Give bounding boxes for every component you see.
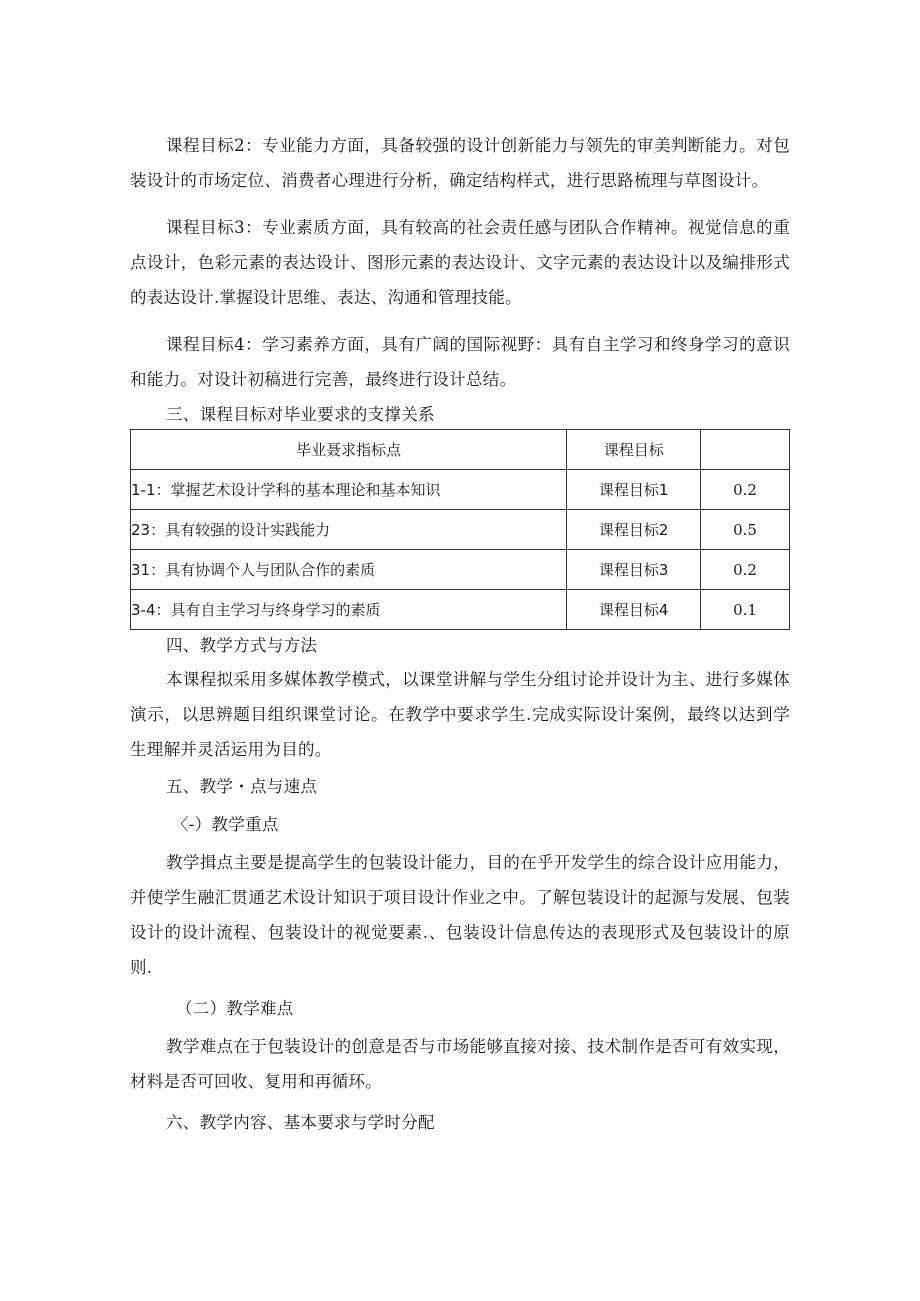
table-header-row bbox=[131, 430, 790, 470]
support-table bbox=[130, 429, 790, 630]
requirement-cell: 31：具有协调个人与团队合作的素质 bbox=[131, 550, 567, 590]
section-4-paragraph: 本课程拟采用多媒体教学模式，以课堂讲解与学生分组讨论并设计为主、进行多媒体演示，以思辨题目组织课堂讨论。在教学中要求学生.完成实际设计案例，最终以达到学生理解并灵活运用为目的。 bbox=[130, 670, 790, 759]
table-row bbox=[131, 510, 790, 550]
requirement-cell: 23：具有较强的设计实践能力 bbox=[131, 510, 567, 550]
goal-4-paragraph: 课程目标4：学习素养方面，具有广阔的国际视野：具有自主学习和终身学习的意识和能力。对设计初稿进行完善，最终进行设计总结。 bbox=[130, 335, 790, 389]
document-page bbox=[130, 128, 790, 1135]
goal-2-paragraph: 课程目标2：专业能力方面，具备较强的设计创新能力与领先的审美判断能力。对包装设计的市场定位、消费者心理进行分析，确定结构样式，进行思路梳理与草图设计。 bbox=[130, 136, 790, 190]
section-3-heading: 三、课程目标对毕业要求的支撑关系 bbox=[166, 405, 435, 424]
goal-cell: 课程目标3 bbox=[567, 550, 701, 590]
requirement-cell: 1-1：掌握艺术设计学科的基本理论和基本知识 bbox=[131, 470, 567, 510]
difficulties-subheading: （二）教学难点 bbox=[176, 999, 294, 1018]
table-row bbox=[131, 590, 790, 630]
weight-cell: 0.2 bbox=[701, 550, 790, 590]
difficulties-paragraph: 教学难点在于包装设计的创意是否与市场能够直接对接、技术制作是否可有效实现，材料是否可回收、复用和再循环。 bbox=[130, 1037, 790, 1091]
table-row bbox=[131, 550, 790, 590]
requirement-cell: 3-4：具有自主学习与终身学习的素质 bbox=[131, 590, 567, 630]
section-5-heading: 五、教学・点与速点 bbox=[166, 777, 318, 796]
weight-cell: 0.1 bbox=[701, 590, 790, 630]
header-requirement: 毕业聂求指标点 bbox=[131, 430, 567, 470]
goal-cell: 课程目标1 bbox=[567, 470, 701, 510]
table-row bbox=[131, 470, 790, 510]
goal-3-paragraph: 课程目标3：专业素质方面，具有较高的社会责任感与团队合作精神。视觉信息的重点设计，色彩元素的表达设计、图形元素的表达设计、文字元素的表达设计以及编排形式的表达设计.掌握设计思维、表达、沟通和管理技能。 bbox=[130, 218, 790, 307]
section-6-heading: 六、教学内容、基本要求与学时分配 bbox=[166, 1113, 435, 1132]
weight-cell: 0.5 bbox=[701, 510, 790, 550]
goal-cell: 课程目标2 bbox=[567, 510, 701, 550]
key-points-subheading: 〈-）教学重点 bbox=[172, 815, 279, 834]
weight-cell: 0.2 bbox=[701, 470, 790, 510]
section-4-heading: 四、教学方式与方法 bbox=[166, 636, 318, 655]
goal-cell: 课程目标4 bbox=[567, 590, 701, 630]
header-goal: 课程目标 bbox=[567, 430, 701, 470]
key-points-paragraph: 教学揖点主要是提高学生的包装设计能力，目的在乎开发学生的综合设计应用能力，并使学生融汇贯通艺术设计知识于项目设计作业之中。了解包装设计的起源与发展、包装设计的设计流程、包装设计的视觉要素.、包装设计信息传达的表现形式及包装设计的原则. bbox=[130, 853, 790, 977]
header-weight bbox=[701, 430, 790, 470]
